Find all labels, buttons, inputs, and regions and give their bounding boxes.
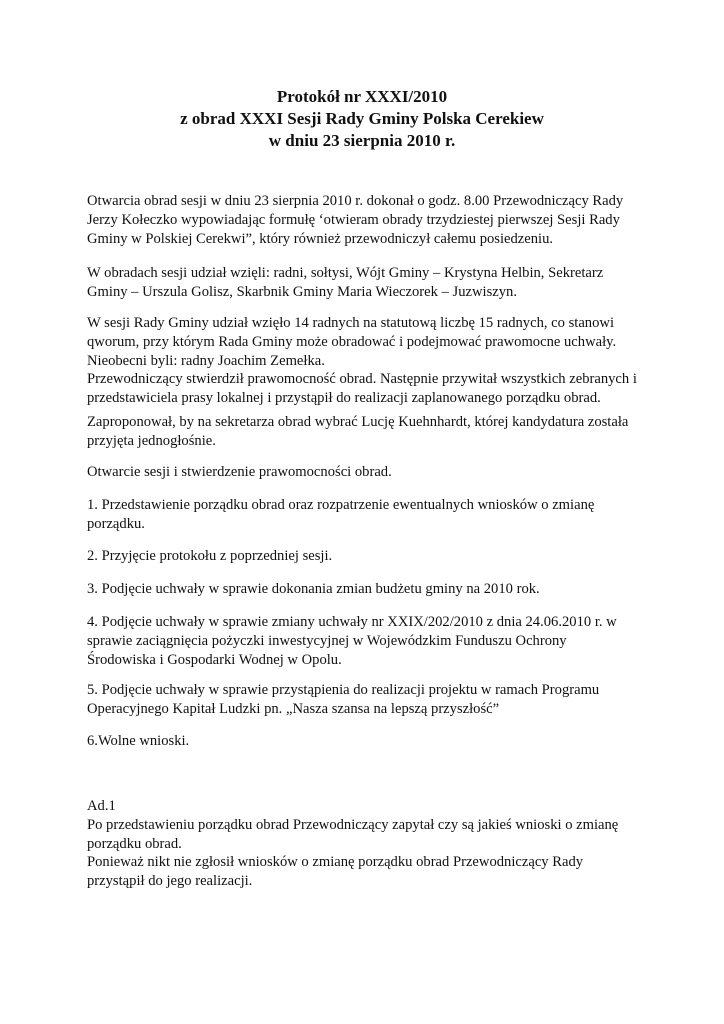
text-line: Przewodniczący stwierdził prawomocność obrad. Następnie przywitał wszystkich zebranych i bbox=[87, 371, 637, 388]
text-line: Gminy – Urszula Golisz, Skarbnik Gminy Maria Wieczorek – Juzwiszyn. bbox=[87, 283, 517, 300]
text-line: Po przedstawieniu porządku obrad Przewodniczący zapytał czy są jakieś wnioski o zmianę bbox=[87, 816, 619, 833]
title-line-3: w dniu 23 sierpnia 2010 r. bbox=[268, 131, 456, 150]
paragraph-attendance bbox=[87, 264, 657, 302]
text-line: Nieobecni byli: radny Joachim Zemełka. bbox=[87, 352, 325, 369]
text-line: 3. Podjęcie uchwały w sprawie dokonania zmian budżetu gminy na 2010 rok. bbox=[87, 581, 540, 597]
text-line: Jerzy Kołeczko wypowiadając formułę ‘otwieram obrady trzydziestej pierwszej Sesji Rady bbox=[87, 211, 620, 228]
text-line: W sesji Rady Gminy udział wzięło 14 radnych na statutową liczbę 15 radnych, co stanowi bbox=[87, 315, 614, 331]
text-line: 2. Przyjęcie protokołu z poprzedniej sesji. bbox=[87, 548, 333, 564]
agenda-item-3 bbox=[87, 580, 657, 599]
text-line: Otwarcia obrad sesji w dniu 23 sierpnia 2010 r. dokonał o godz. 8.00 Przewodniczący Rady bbox=[87, 193, 624, 209]
text-line: Środowiska i Gospodarki Wodnej w Opolu. bbox=[87, 651, 342, 668]
text-line: Operacyjnego Kapitał Ludzki pn. „Nasza szansa na lepszą przyszłość” bbox=[87, 700, 500, 717]
text-line: sprawie zaciągnięcia pożyczki inwestycyjnej w Wojewódzkim Funduszu Ochrony bbox=[87, 632, 567, 649]
text-line: W obradach sesji udział wzięli: radni, sołtysi, Wójt Gminy – Krystyna Helbin, Sekretarz bbox=[87, 265, 604, 281]
agenda-item-5 bbox=[87, 681, 657, 719]
text-line: przyjęta jednogłośnie. bbox=[87, 432, 216, 449]
text-line: 5. Podjęcie uchwały w sprawie przystąpienia do realizacji projektu w ramach Programu bbox=[87, 682, 600, 698]
title-line-2: z obrad XXXI Sesji Rady Gminy Polska Cerekiew bbox=[180, 109, 544, 128]
agenda-item-1 bbox=[87, 496, 657, 534]
text-line: qworum, przy którym Rada Gminy może obradować i podejmować prawomocne uchwały. bbox=[87, 333, 617, 350]
text-line: przedstawiciela prasy lokalnej i przystąpił do realizacji zaplanowanego porządku obrad. bbox=[87, 390, 601, 407]
paragraph-secretary bbox=[87, 413, 657, 451]
agenda-item-6 bbox=[87, 732, 657, 751]
paragraph-quorum bbox=[87, 314, 657, 408]
section-ad1 bbox=[87, 797, 657, 891]
text-line: porządku. bbox=[87, 515, 145, 532]
text-line: Ponieważ nikt nie zgłosił wniosków o zmianę porządku obrad Przewodniczący Rady bbox=[87, 854, 584, 871]
text-line: 4. Podjęcie uchwały w sprawie zmiany uchwały nr XXIX/202/2010 z dnia 24.06.2010 r. w bbox=[87, 614, 617, 630]
document-title bbox=[0, 86, 724, 152]
text-line: Otwarcie sesji i stwierdzenie prawomocności obrad. bbox=[87, 464, 392, 480]
text-line: przystąpił do jego realizacji. bbox=[87, 873, 253, 890]
title-line-1: Protokół nr XXXI/2010 bbox=[276, 87, 448, 106]
text-line: porządku obrad. bbox=[87, 835, 182, 852]
agenda-item-2 bbox=[87, 547, 657, 566]
text-line: 1. Przedstawienie porządku obrad oraz rozpatrzenie ewentualnych wniosków o zmianę bbox=[87, 497, 595, 513]
paragraph-opening bbox=[87, 192, 657, 248]
agenda-item-4 bbox=[87, 613, 657, 669]
paragraph-opening-item bbox=[87, 463, 657, 482]
text-line: 6.Wolne wnioski. bbox=[87, 733, 190, 749]
text-line: Gminy w Polskiej Cerekwi”, który również przewodniczył całemu posiedzeniu. bbox=[87, 230, 554, 247]
text-line: Zaproponował, by na sekretarza obrad wybrać Lucję Kuehnhardt, której kandydatura została bbox=[87, 414, 629, 430]
section-heading: Ad.1 bbox=[87, 798, 116, 814]
